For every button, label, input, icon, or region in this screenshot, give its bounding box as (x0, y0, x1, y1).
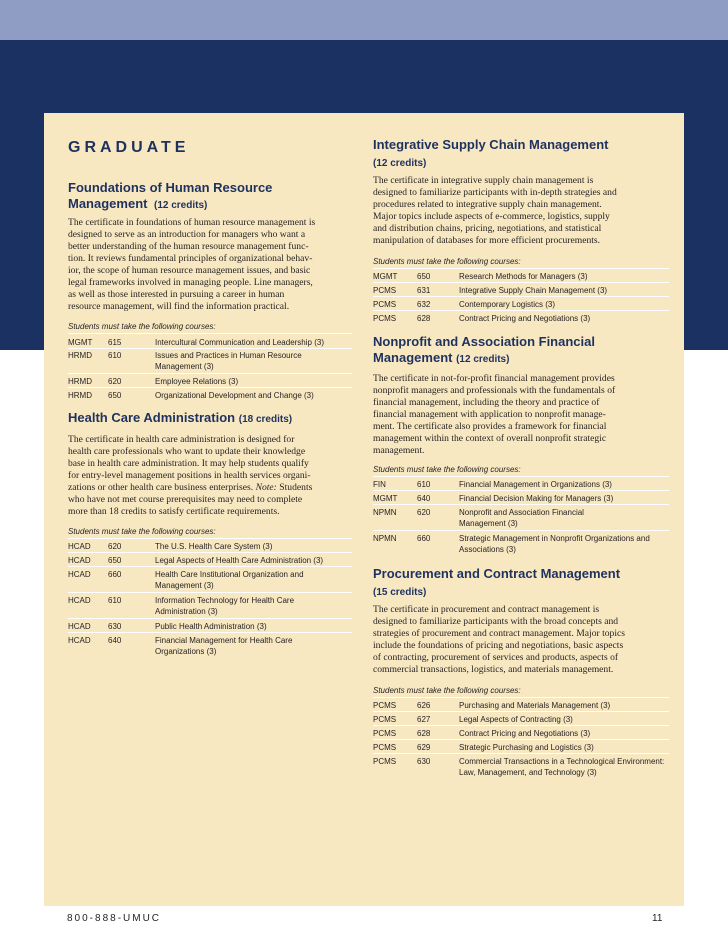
scm-desc-line: Major topics include aspects of e-commerce, logistics, supply (373, 211, 610, 222)
divider (68, 373, 352, 374)
npf-desc-line: management. (373, 445, 425, 456)
hca-title-text: Health Care Administration (68, 410, 236, 425)
footer-phone: 800-888-UMUC (67, 913, 162, 924)
course-prefix: PCMS (373, 300, 397, 309)
hr-desc-line: better understanding of the human resource management func- (68, 241, 309, 252)
course-title: Contemporary Logistics (3) (459, 300, 556, 309)
course-title: The U.S. Health Care System (3) (155, 542, 273, 551)
course-prefix: HCAD (68, 570, 91, 579)
npf-req-label: Students must take the following courses: (373, 465, 521, 474)
divider (373, 530, 669, 531)
course-title: Intercultural Communication and Leadership (3) (155, 338, 324, 347)
course-number: 650 (417, 272, 431, 281)
npf-desc-line: financial management with application to nonprofit manage- (373, 409, 606, 420)
course-number: 632 (417, 300, 431, 309)
pcm-desc-line: commercial transactions, logistics, and materials management. (373, 664, 614, 675)
divider (68, 333, 352, 334)
hr-desc-line: designed to serve as an introduction for managers who want a (68, 229, 306, 240)
pcm-desc-line: include the foundations of pricing and negotiations, basic aspects (373, 640, 624, 651)
divider (68, 566, 352, 567)
hca-desc-line: for entry-level management positions in health services organi- (68, 470, 311, 481)
course-prefix: PCMS (373, 743, 397, 752)
course-prefix: HCAD (68, 542, 91, 551)
course-number: 620 (108, 542, 122, 551)
course-number: 627 (417, 715, 431, 724)
course-row (373, 507, 669, 531)
npf-desc-line: The certificate in not-for-profit financial management provides (373, 373, 615, 384)
course-prefix: HCAD (68, 596, 91, 605)
course-number: 610 (417, 480, 431, 489)
hca-desc-line: more than 18 credits to satisfy certificate requirements. (68, 506, 280, 517)
npf-credits-text: (12 credits) (456, 354, 510, 365)
pcm-cert-title: Procurement and Contract Management (373, 566, 621, 581)
course-title: Strategic Management in Nonprofit Organizations and Associations (3) (459, 534, 650, 554)
hr-desc-line: as well as those interested in pursuing a career in human (68, 289, 285, 300)
scm-desc-line: manipulation of databases for more efficient procurements. (373, 235, 601, 246)
course-title: Employee Relations (3) (155, 377, 239, 386)
course-row (373, 313, 669, 325)
pcm-description (373, 604, 669, 676)
hr-desc-line: The certificate in foundations of human resource management is (68, 217, 316, 228)
course-title: Research Methods for Managers (3) (459, 272, 588, 281)
course-number: 631 (417, 286, 431, 295)
course-title: Financial Decision Making for Managers (3) (459, 494, 614, 503)
course-number: 650 (108, 391, 122, 400)
footer-page-number: 11 (652, 913, 663, 924)
divider (373, 476, 669, 477)
course-number: 630 (108, 622, 122, 631)
npf-desc-line: nonprofit managers and professionals with the fundamentals of (373, 385, 616, 396)
course-number: 640 (108, 636, 122, 645)
course-title: Strategic Purchasing and Logistics (3) (459, 743, 594, 752)
course-row (68, 390, 352, 402)
content-panel (44, 113, 684, 906)
course-title: Information Technology for Health Care Administration (3) (155, 596, 295, 616)
divider (373, 504, 669, 505)
scm-desc-line: procedures related to integrative supply chain management. (373, 199, 602, 210)
divider (373, 711, 669, 712)
course-number: 650 (108, 556, 122, 565)
course-prefix: FIN (373, 480, 386, 489)
npf-description (373, 373, 669, 457)
divider (68, 592, 352, 593)
section-label: GRADUATE (68, 139, 190, 156)
npf-title-line: Nonprofit and Association Financial (373, 334, 595, 349)
scm-description (373, 175, 669, 247)
scm-req-label: Students must take the following courses: (373, 257, 521, 266)
hr-req-label: Students must take the following courses: (68, 322, 216, 331)
course-title: Organizational Development and Change (3) (155, 391, 314, 400)
course-number: 610 (108, 351, 122, 360)
course-number: 615 (108, 338, 122, 347)
course-number: 626 (417, 701, 431, 710)
npf-title-line (373, 350, 669, 368)
course-number: 660 (417, 534, 431, 543)
divider (373, 725, 669, 726)
course-title: Financial Management for Health Care Organizations (3) (155, 636, 293, 656)
hca-description (68, 434, 352, 518)
divider (68, 632, 352, 633)
course-title: Purchasing and Materials Management (3) (459, 701, 611, 710)
course-number: 640 (417, 494, 431, 503)
course-title: Contract Pricing and Negotiations (3) (459, 314, 591, 323)
course-number: 629 (417, 743, 431, 752)
note-label: Note: (255, 482, 277, 493)
pcm-desc-line: of contracting, procurement of services and products, aspects of (373, 652, 619, 663)
course-title: Commercial Transactions in a Technological Environment: Law, Management, and Technology (3) (459, 757, 665, 777)
course-prefix: NPMN (373, 508, 397, 517)
course-number: 630 (417, 757, 431, 766)
hca-req-label: Students must take the following courses: (68, 527, 216, 536)
header-band-light (0, 0, 728, 40)
course-number: 620 (108, 377, 122, 386)
hr-credits (154, 196, 207, 214)
hr-desc-line: resource management, will find the information practical. (68, 301, 290, 312)
npf-cert-title (373, 334, 669, 368)
divider (68, 348, 352, 349)
course-number: 628 (417, 729, 431, 738)
course-title: Issues and Practices in Human Resource Management (3) (155, 351, 302, 371)
course-number: 628 (417, 314, 431, 323)
hca-desc-line: who have not met course prerequisites may need to complete (68, 494, 303, 505)
course-prefix: HRMD (68, 377, 92, 386)
course-title: Legal Aspects of Health Care Administration (3) (155, 556, 324, 565)
divider (68, 552, 352, 553)
course-title: Financial Management in Organizations (3) (459, 480, 612, 489)
course-number: 610 (108, 596, 122, 605)
scm-desc-line: and distribution chains, pricing, negotiations, and statistical (373, 223, 602, 234)
course-title: Nonprofit and Association Financial Management (3) (459, 508, 584, 528)
course-prefix: PCMS (373, 715, 397, 724)
course-prefix: PCMS (373, 314, 397, 323)
course-prefix: PCMS (373, 729, 397, 738)
course-row (68, 595, 352, 619)
course-prefix: HRMD (68, 351, 92, 360)
course-row (373, 533, 669, 557)
pcm-desc-line: strategies of procurement and contract management. Major topics (373, 628, 626, 639)
scm-cert-title: Integrative Supply Chain Management (373, 137, 609, 152)
course-prefix: HCAD (68, 636, 91, 645)
pcm-credits-text: (15 credits) (373, 587, 427, 598)
course-prefix: PCMS (373, 286, 397, 295)
course-prefix: HRMD (68, 391, 92, 400)
hr-desc-line: legal frameworks involved in managing people. Line managers, (68, 277, 313, 288)
pcm-credits (373, 583, 426, 601)
hr-cert-title (68, 180, 352, 212)
divider (68, 387, 352, 388)
npf-desc-line: ment. The certificate also provides a framework for financial (373, 421, 607, 432)
hr-desc-line: tion. It reviews fundamental principles of organizational behav- (68, 253, 313, 264)
divider (373, 490, 669, 491)
hca-cert-title (68, 410, 352, 428)
course-prefix: MGMT (373, 272, 398, 281)
course-title: Legal Aspects of Contracting (3) (459, 715, 573, 724)
hr-description (68, 217, 352, 313)
hca-credits-text: (18 credits) (238, 414, 293, 425)
hca-desc-text: zations or other health care business enterprises. (68, 482, 254, 493)
divider (373, 739, 669, 740)
course-title: Public Health Administration (3) (155, 622, 267, 631)
divider (68, 618, 352, 619)
course-prefix: HCAD (68, 556, 91, 565)
course-prefix: PCMS (373, 757, 397, 766)
hca-desc-line: base in health care administration. It may help students qualify (68, 458, 309, 469)
divider (373, 282, 669, 283)
course-prefix: PCMS (373, 701, 397, 710)
course-number: 620 (417, 508, 431, 517)
npf-desc-line: management within the context of overall nonprofit strategic (373, 433, 607, 444)
course-title: Contract Pricing and Negotiations (3) (459, 729, 591, 738)
hca-desc-line (68, 482, 352, 494)
divider (373, 753, 669, 754)
npf-desc-line: financial management, including the theory and practice of (373, 397, 600, 408)
scm-desc-line: The certificate in integrative supply chain management is (373, 175, 594, 186)
hr-title-text: Foundations of Human Resource Management (68, 180, 273, 211)
hca-desc-line: health care professionals who want to update their knowledge (68, 446, 306, 457)
hr-desc-line: ior, the scope of human resource management issues, and basic (68, 265, 311, 276)
scm-credits-text: (12 credits) (373, 158, 427, 169)
hr-credits-text: (12 credits) (154, 200, 208, 211)
scm-desc-line: designed to familiarize participants with in-depth strategies and (373, 187, 617, 198)
divider (373, 296, 669, 297)
divider (373, 310, 669, 311)
course-row (68, 350, 352, 374)
course-title: Integrative Supply Chain Management (3) (459, 286, 608, 295)
pcm-desc-line: designed to familiarize participants with the broad concepts and (373, 616, 619, 627)
hca-desc-line: The certificate in health care administration is designed for (68, 434, 295, 445)
scm-credits (373, 154, 426, 172)
course-row (68, 635, 352, 659)
course-title: Health Care Institutional Organization and Management (3) (155, 570, 304, 590)
pcm-req-label: Students must take the following courses: (373, 686, 521, 695)
course-row (373, 756, 669, 780)
pcm-desc-line: The certificate in procurement and contract management is (373, 604, 600, 615)
course-prefix: MGMT (373, 494, 398, 503)
course-row (68, 569, 352, 593)
course-prefix: NPMN (373, 534, 397, 543)
note-text: Students (276, 482, 313, 493)
npf-title-text: Management (373, 350, 453, 365)
course-prefix: MGMT (68, 338, 93, 347)
course-prefix: HCAD (68, 622, 91, 631)
divider (373, 697, 669, 698)
divider (373, 268, 669, 269)
course-number: 660 (108, 570, 122, 579)
divider (68, 538, 352, 539)
